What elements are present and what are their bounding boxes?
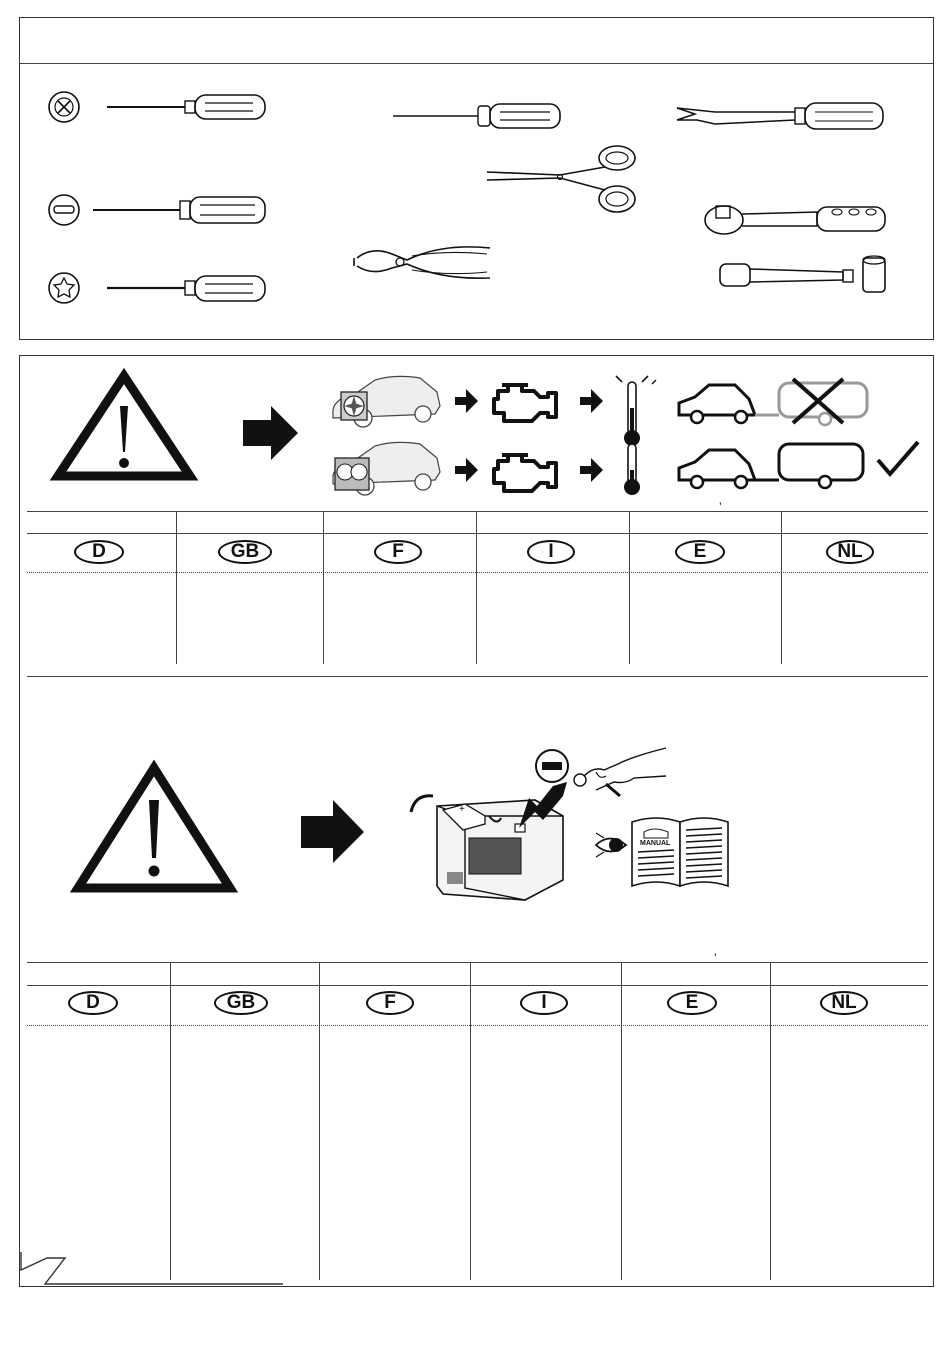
- language-badge-nl: NL: [820, 991, 868, 1015]
- language-badge-d: D: [68, 991, 118, 1015]
- lang-column-divider: [629, 511, 630, 664]
- stray-mark: ’: [719, 500, 722, 514]
- language-badge-i: I: [520, 991, 568, 1015]
- car-radiator-fan-icon: [325, 366, 445, 436]
- lang-column-divider: [621, 962, 622, 1280]
- phillips-screwdriver-icon: [45, 88, 275, 128]
- temperature-icon: [612, 370, 662, 450]
- trim-removal-tool-icon: [675, 100, 890, 136]
- lang-table-dotted-line: [27, 1025, 928, 1026]
- checkmark-icon: [876, 440, 920, 480]
- section-divider: [27, 676, 928, 677]
- language-badge-gb: GB: [218, 540, 272, 564]
- temperature-icon: [612, 440, 662, 496]
- lang-column-divider: [176, 511, 177, 664]
- warning-triangle-icon: [54, 372, 194, 480]
- socket-extension-icon: [718, 252, 893, 302]
- lang-table-header-line: [27, 533, 928, 534]
- lang-table-header-line: [27, 985, 928, 986]
- car-radiator-fan-icon: [325, 432, 445, 502]
- lang-column-divider: [319, 962, 320, 1280]
- engine-warning-icon: [488, 377, 564, 425]
- car-trailer-icon: [675, 440, 870, 492]
- arrow-right-icon: [455, 389, 479, 413]
- ratchet-wrench-icon: [702, 198, 892, 240]
- lang-table-top-line: [27, 962, 928, 963]
- lang-column-divider: [323, 511, 324, 664]
- language-badge-nl: NL: [826, 540, 874, 564]
- stray-mark: ’: [714, 951, 717, 965]
- scissors-icon: [485, 142, 640, 217]
- side-cutter-pliers-icon: [352, 238, 497, 293]
- car-trailer-icon: [675, 375, 870, 427]
- language-badge-d: D: [74, 540, 124, 564]
- negative-terminal-icon: [534, 746, 674, 806]
- lang-column-divider: [476, 511, 477, 664]
- manual-book-icon: [630, 812, 732, 888]
- language-badge-e: E: [667, 991, 717, 1015]
- page-corner-mark: [17, 1250, 287, 1290]
- language-badge-gb: GB: [214, 991, 268, 1015]
- language-badge-e: E: [675, 540, 725, 564]
- arrow-right-icon: [580, 458, 604, 482]
- manual-label: MANUAL: [640, 840, 671, 847]
- arrow-right-icon: [455, 458, 479, 482]
- lang-column-divider: [781, 511, 782, 664]
- lang-table-top-line: [27, 511, 928, 512]
- flat-screwdriver-icon: [45, 193, 275, 233]
- tools-panel-title-divider: [19, 63, 934, 64]
- language-badge-f: F: [374, 540, 422, 564]
- language-badge-f: F: [366, 991, 414, 1015]
- lang-table-dotted-line: [27, 572, 928, 573]
- arrow-right-icon: [243, 406, 299, 462]
- arrow-right-icon: [301, 800, 365, 864]
- torx-screwdriver-icon: [45, 270, 275, 310]
- engine-warning-icon: [488, 447, 564, 495]
- warning-triangle-icon: [74, 764, 234, 892]
- awl-icon: [393, 100, 568, 132]
- lang-column-divider: [170, 962, 171, 1280]
- arrow-right-icon: [580, 389, 604, 413]
- svg-text:+: +: [459, 804, 465, 815]
- lang-column-divider: [470, 962, 471, 1280]
- language-badge-i: I: [527, 540, 575, 564]
- eye-icon: [592, 828, 632, 862]
- lang-column-divider: [770, 962, 771, 1280]
